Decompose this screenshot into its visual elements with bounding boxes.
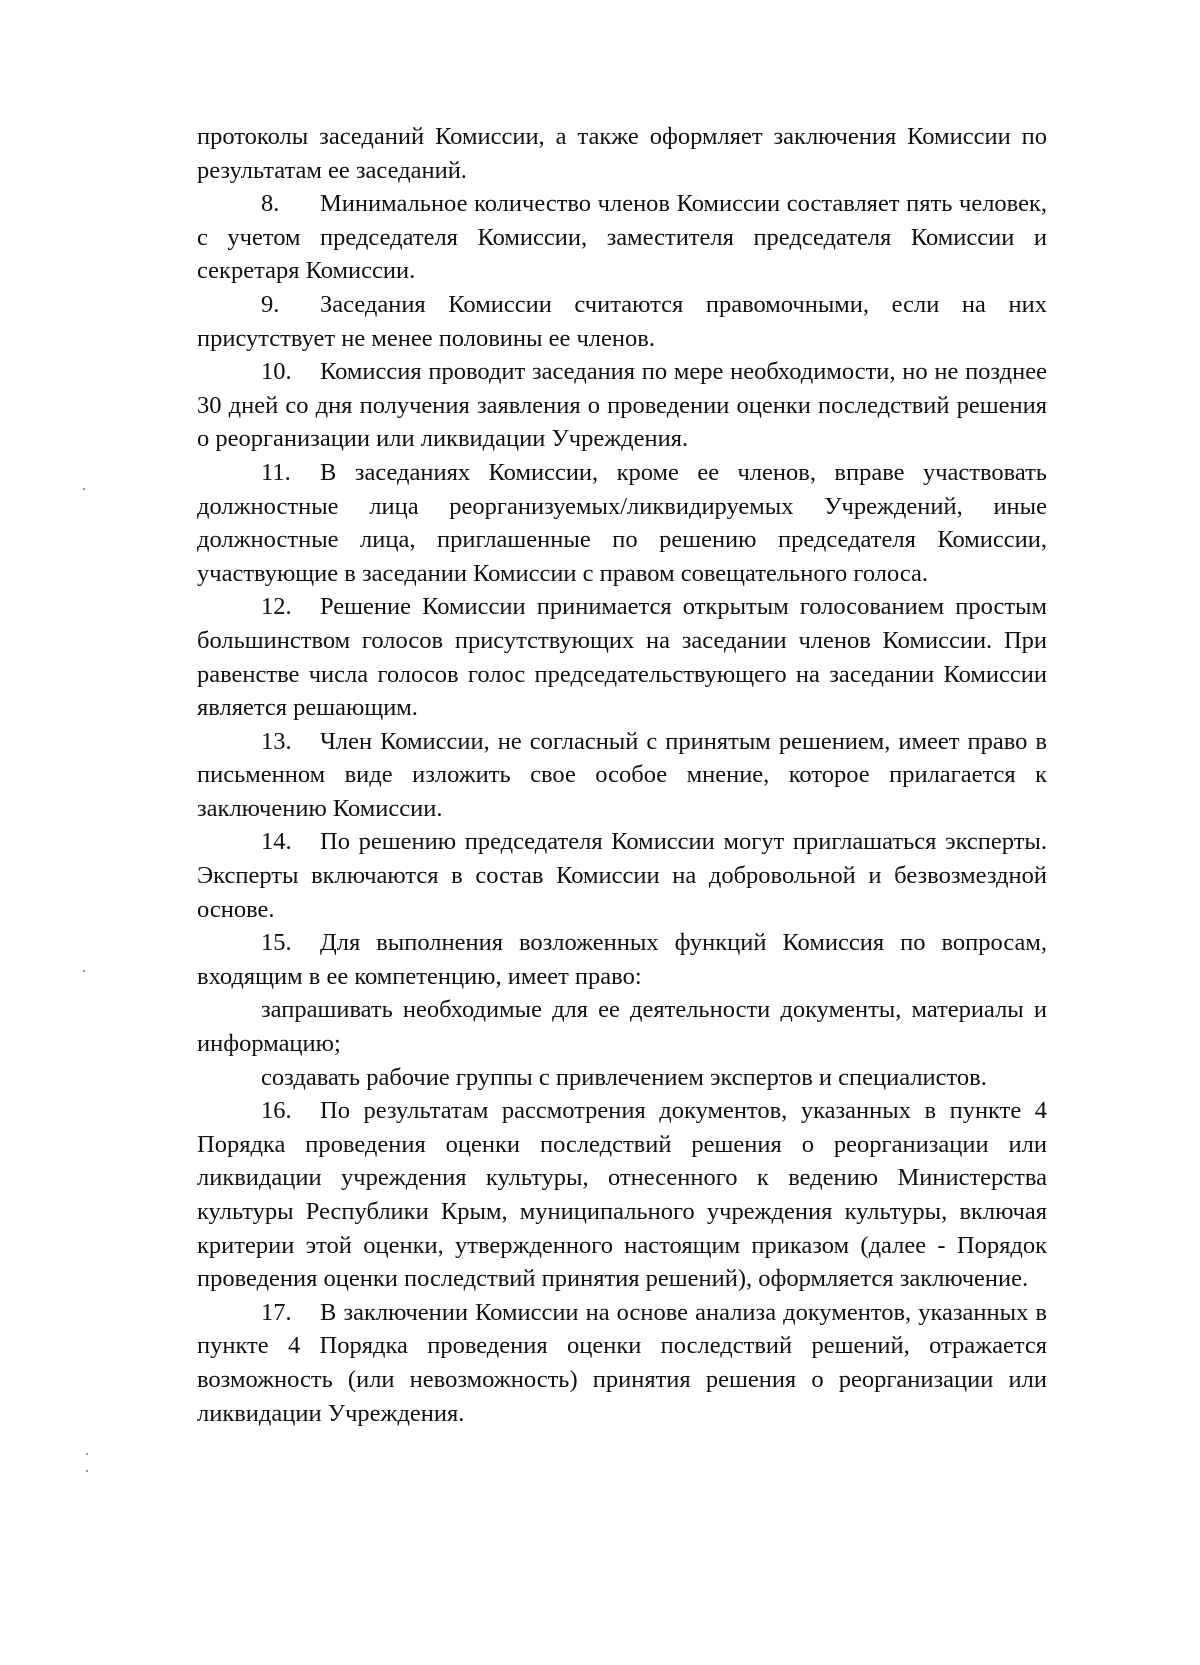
item-number: 14. xyxy=(261,828,292,856)
paragraph-item-10 xyxy=(197,355,1047,456)
scan-speck xyxy=(86,1470,88,1472)
paragraph-item-16 xyxy=(197,1094,1047,1296)
scan-speck xyxy=(83,970,85,972)
item-number: 16. xyxy=(261,1097,292,1125)
item-number: 9. xyxy=(261,290,280,318)
item-text: Комиссия проводит заседания по мере необходимости, но не позднее 30 дней со дня получения заявления о проведении оценки последствий решения о реорганизации или ликвидации Учреждения. xyxy=(197,358,1047,453)
item-number: 8. xyxy=(261,190,280,218)
paragraph-item-13 xyxy=(197,725,1047,826)
scan-speck xyxy=(86,1453,88,1455)
paragraph-item-11 xyxy=(197,456,1047,590)
paragraph-item-9 xyxy=(197,288,1047,355)
item-number: 17. xyxy=(261,1298,292,1326)
item-number: 10. xyxy=(261,358,292,386)
item-text: В заключении Комиссии на основе анализа документов, указанных в пункте 4 Порядка проведения оценки последствий решений, отражается возможность (или невозможность) принятия решения о реорганизации или ликвидации Учреждения. xyxy=(197,1298,1047,1427)
paragraph-right-2: создавать рабочие группы с привлечением экспертов и специалистов. xyxy=(261,1063,987,1091)
item-text: По решению председателя Комиссии могут приглашаться эксперты. Эксперты включаются в состав Комиссии на добровольной и безвозмездной основе. xyxy=(197,828,1047,923)
paragraph-right-1: запрашивать необходимые для ее деятельности документы, материалы и информацию; xyxy=(197,996,1047,1058)
item-text: Заседания Комиссии считаются правомочными, если на них присутствует не менее половины ее членов. xyxy=(197,290,1047,352)
item-number: 13. xyxy=(261,727,292,755)
item-text: Минимальное количество членов Комиссии составляет пять человек, с учетом председателя Комиссии, заместителя председателя Комиссии и секретаря Комиссии. xyxy=(197,190,1047,285)
paragraph-item-12 xyxy=(197,590,1047,724)
paragraph-item-8 xyxy=(197,187,1047,288)
scan-speck xyxy=(83,488,85,490)
paragraph-item-15 xyxy=(197,926,1047,993)
item-text: Решение Комиссии принимается открытым голосованием простым большинством голосов присутствующих на заседании членов Комиссии. При равенстве числа голосов голос председательствующего на заседании Комиссии является решающим. xyxy=(197,593,1047,722)
item-number: 15. xyxy=(261,929,292,957)
paragraph-item-17 xyxy=(197,1296,1047,1430)
item-text: Для выполнения возложенных функций Комиссия по вопросам, входящим в ее компетенцию, имеет право: xyxy=(197,929,1047,990)
item-number: 12. xyxy=(261,593,292,621)
item-text: В заседаниях Комиссии, кроме ее членов, вправе участвовать должностные лица реорганизуемых/ликвидируемых Учреждений, иные должностные лица, приглашенные по решению председателя Комиссии, участвующие в заседании Комиссии с правом совещательного голоса. xyxy=(197,458,1047,587)
document-body xyxy=(197,120,1047,1430)
item-text: По результатам рассмотрения документов, указанных в пункте 4 Порядка проведения оценки последствий решения о реорганизации или ликвидации учреждения культуры, отнесенного к ведению Министерства культуры Республики Крым, муниципального учреждения культуры, включая критерии этой оценки, утвержденного настоящим приказом (далее - Порядок проведения оценки последствий принятия решений), оформляется заключение. xyxy=(197,1097,1047,1293)
paragraph-item-14 xyxy=(197,825,1047,926)
paragraph-continuation: протоколы заседаний Комиссии, а также оформляет заключения Комиссии по результатам ее заседаний. xyxy=(197,123,1047,184)
item-number: 11. xyxy=(261,458,291,486)
item-text: Член Комиссии, не согласный с принятым решением, имеет право в письменном виде изложить свое особое мнение, которое прилагается к заключению Комиссии. xyxy=(197,727,1047,822)
